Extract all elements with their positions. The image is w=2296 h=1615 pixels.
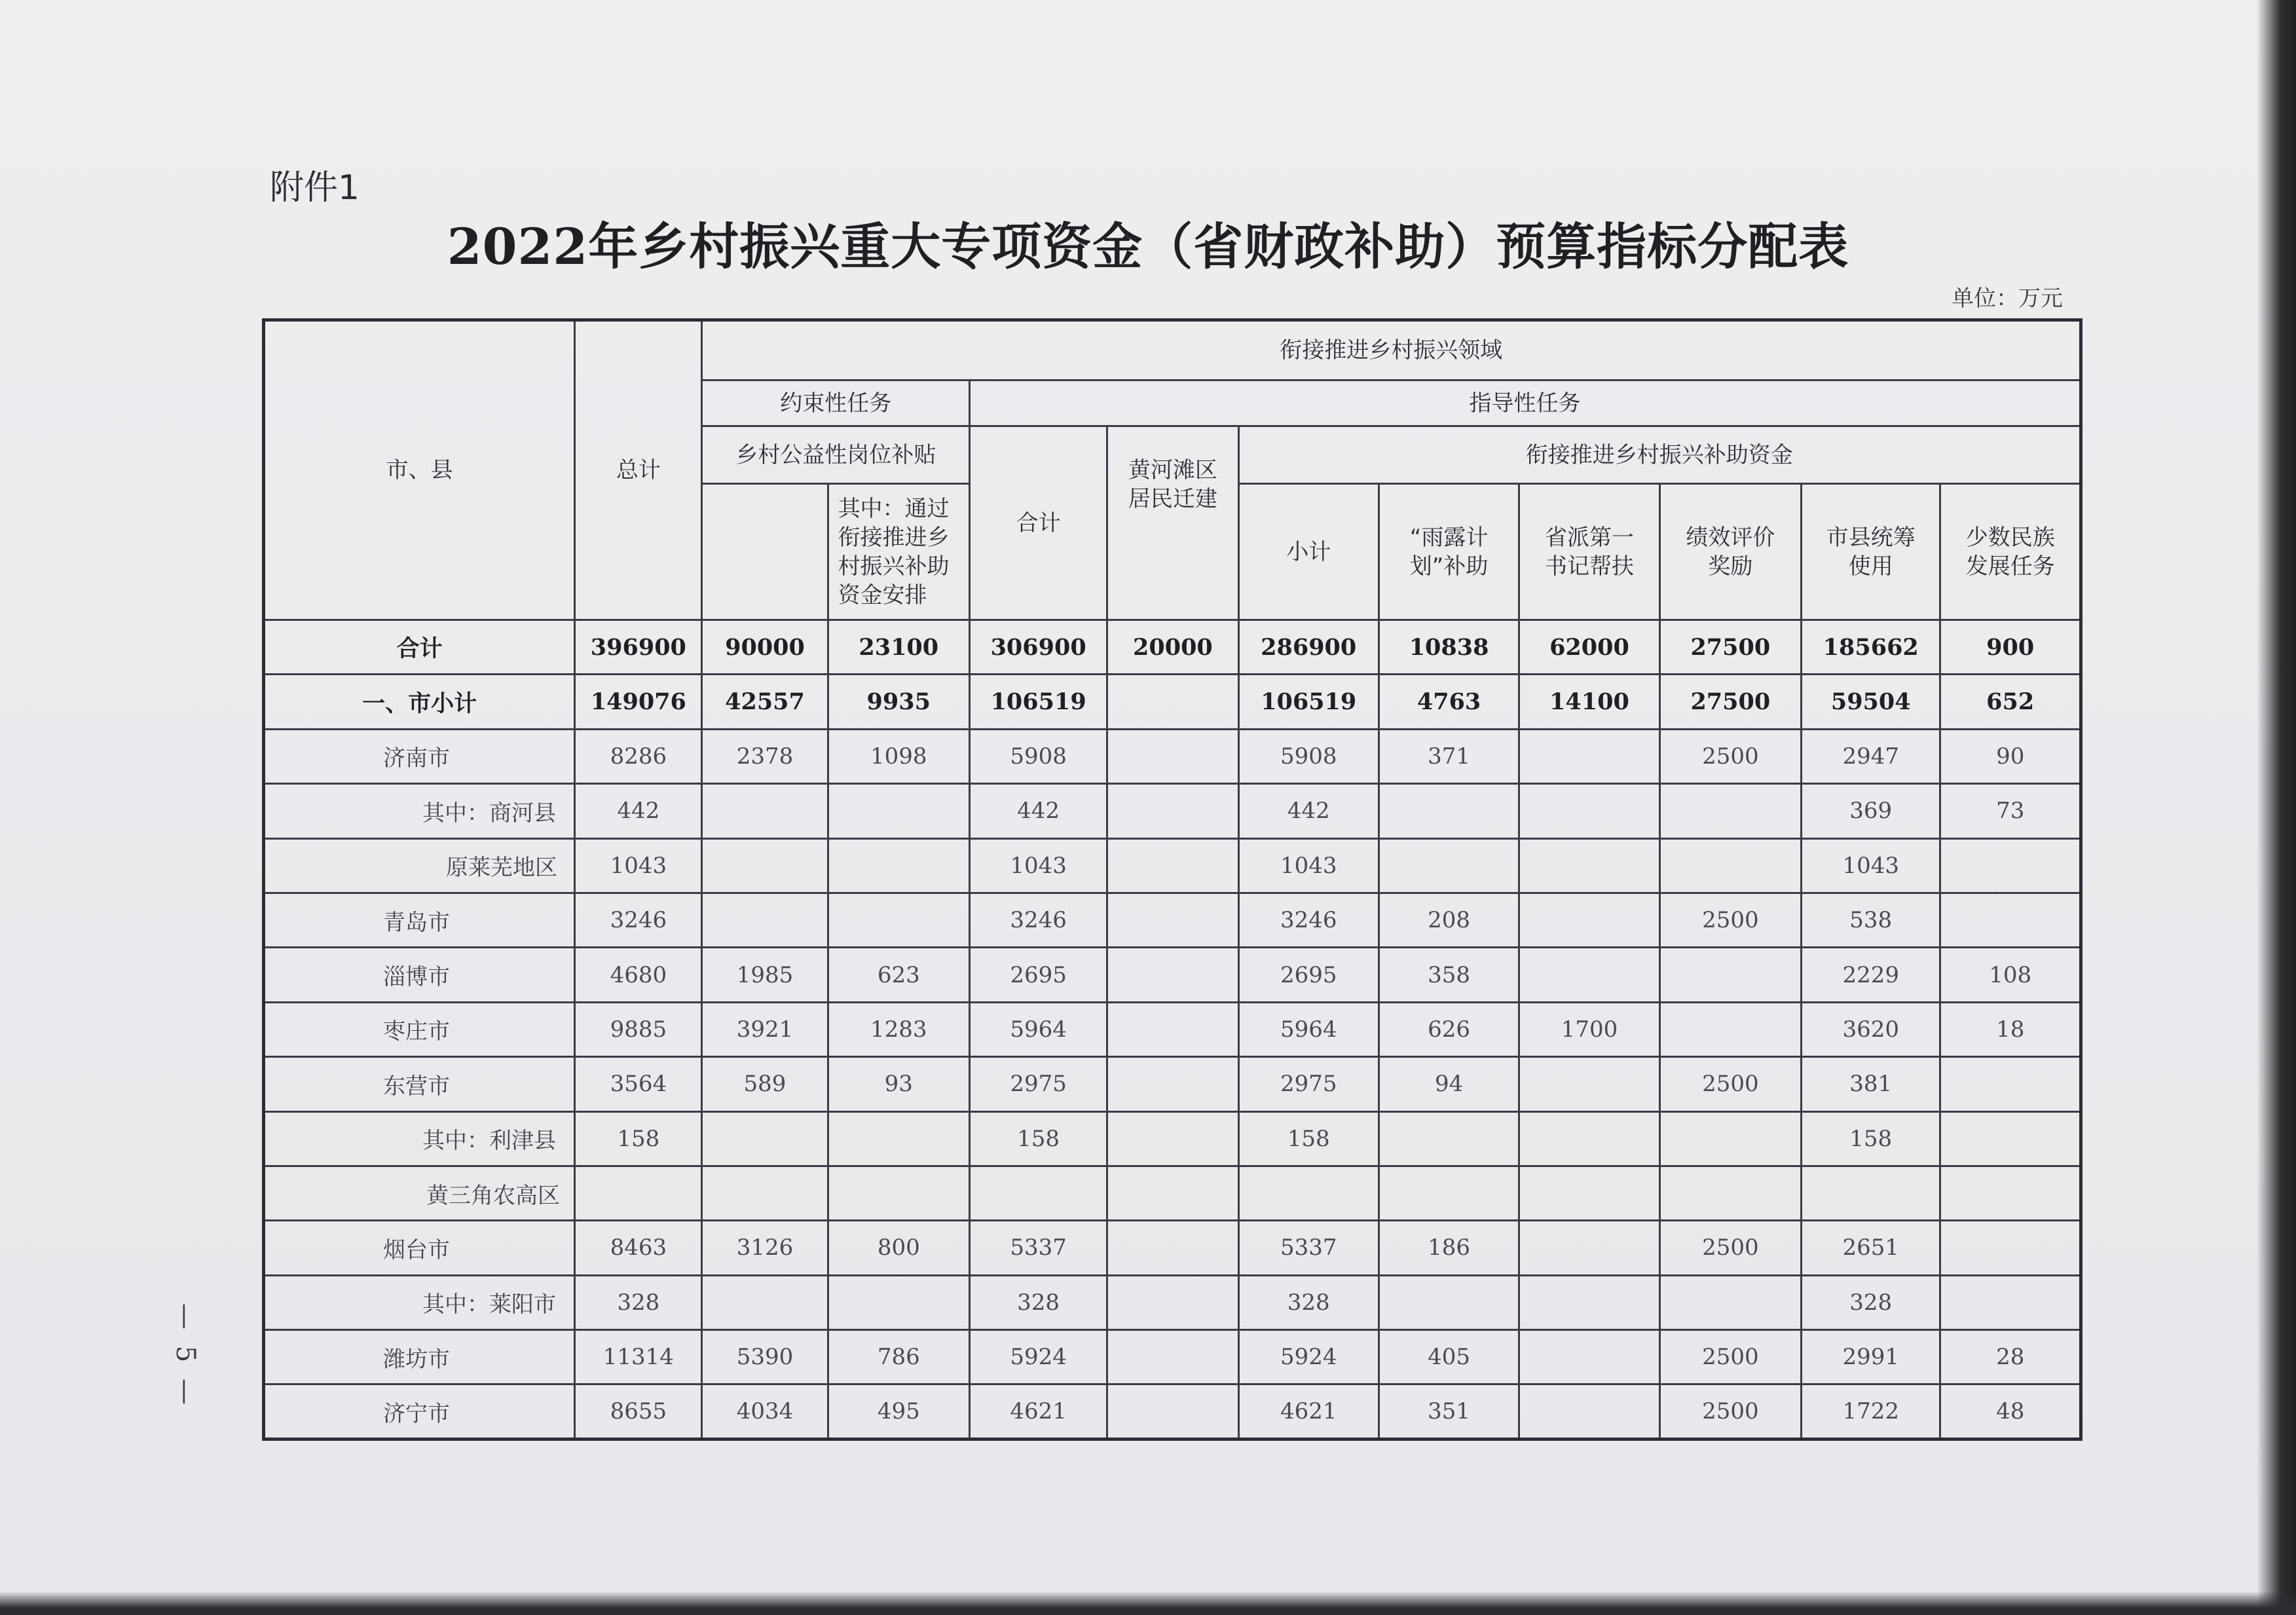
cell: 286900	[1238, 620, 1379, 675]
cell: 149076	[575, 675, 702, 729]
cell: 8286	[575, 729, 702, 783]
header-heji: 合计	[969, 426, 1107, 620]
cell: 4621	[1238, 1384, 1379, 1439]
cell	[1107, 1384, 1238, 1439]
table-row	[264, 675, 2081, 729]
cell: 14100	[1519, 675, 1659, 729]
cell	[828, 893, 969, 947]
cell	[702, 784, 828, 838]
cell: 48	[1940, 1384, 2081, 1439]
cell: 23100	[828, 620, 969, 675]
cell: 3564	[575, 1057, 702, 1111]
cell: 1722	[1802, 1384, 1940, 1439]
cell: 1700	[1519, 1002, 1659, 1056]
cell	[1940, 1057, 2081, 1111]
cell	[1519, 729, 1659, 783]
cell	[1107, 729, 1238, 783]
cell	[702, 1166, 828, 1220]
cell: 3246	[1238, 893, 1379, 947]
cell: 18	[1940, 1002, 2081, 1056]
cell: 5964	[969, 1002, 1107, 1056]
allocation-table	[262, 318, 2083, 1441]
cell: 5337	[969, 1221, 1107, 1275]
cell: 208	[1379, 893, 1519, 947]
header-subsidy-fund: 衔接推进乡村振兴补助资金	[1238, 426, 2081, 484]
cell	[1940, 893, 2081, 947]
cell: 800	[828, 1221, 969, 1275]
header-minority: 少数民族发展任务	[1940, 484, 2081, 620]
cell: 381	[1802, 1057, 1940, 1111]
cell: 2500	[1659, 1057, 1801, 1111]
cell	[1107, 838, 1238, 893]
cell: 3921	[702, 1002, 828, 1056]
cell: 442	[575, 784, 702, 838]
cell	[1107, 1002, 1238, 1056]
header-first-secretary: 省派第一书记帮扶	[1519, 484, 1659, 620]
header-performance: 绩效评价奖励	[1659, 484, 1801, 620]
table-row	[264, 893, 2081, 947]
cell: 328	[1802, 1275, 1940, 1329]
cell	[1802, 1166, 1940, 1220]
cell: 11314	[575, 1330, 702, 1384]
cell	[1519, 1275, 1659, 1329]
cell	[1940, 838, 2081, 893]
attachment-label: 附件1	[270, 168, 360, 208]
cell: 2500	[1659, 729, 1801, 783]
cell: 158	[969, 1111, 1107, 1166]
cell	[1519, 893, 1659, 947]
scan-shadow-bottom	[0, 1591, 2296, 1615]
cell: 495	[828, 1384, 969, 1439]
cell	[1107, 893, 1238, 947]
table-row	[264, 1330, 2081, 1384]
cell: 62000	[1519, 620, 1659, 675]
cell	[828, 1111, 969, 1166]
row-name: 原莱芜地区	[264, 838, 575, 893]
cell: 2695	[969, 948, 1107, 1002]
cell	[828, 838, 969, 893]
cell: 106519	[969, 675, 1107, 729]
cell	[1659, 1111, 1801, 1166]
table-row	[264, 729, 2081, 783]
table-row	[264, 1275, 2081, 1329]
cell	[1659, 948, 1801, 1002]
cell	[1519, 1330, 1659, 1384]
cell: 2947	[1802, 729, 1940, 783]
cell: 442	[969, 784, 1107, 838]
table-row	[264, 948, 2081, 1002]
row-name: 烟台市	[264, 1221, 575, 1275]
cell: 8463	[575, 1221, 702, 1275]
cell	[1107, 1275, 1238, 1329]
cell: 358	[1379, 948, 1519, 1002]
cell	[1519, 838, 1659, 893]
cell: 3246	[575, 893, 702, 947]
header-yulu: “雨露计划”补助	[1379, 484, 1519, 620]
cell: 90	[1940, 729, 2081, 783]
cell: 42557	[702, 675, 828, 729]
cell: 108	[1940, 948, 2081, 1002]
header-subtotal: 小计	[1238, 484, 1379, 620]
cell: 328	[575, 1275, 702, 1329]
header-city-county: 市县统筹使用	[1802, 484, 1940, 620]
row-name: 东营市	[264, 1057, 575, 1111]
header-binding-tasks: 约束性任务	[702, 381, 970, 426]
cell: 5924	[969, 1330, 1107, 1384]
cell: 158	[575, 1111, 702, 1166]
cell	[1940, 1275, 2081, 1329]
cell: 1283	[828, 1002, 969, 1056]
header-public-post-sub: 其中：通过衔接推进乡村振兴补助资金安排	[828, 484, 969, 620]
cell: 5924	[1238, 1330, 1379, 1384]
cell: 8655	[575, 1384, 702, 1439]
cell: 4763	[1379, 675, 1519, 729]
table-row	[264, 1002, 2081, 1056]
header-region: 市、县	[264, 320, 575, 620]
row-name: 青岛市	[264, 893, 575, 947]
cell: 158	[1238, 1111, 1379, 1166]
cell	[702, 1275, 828, 1329]
cell: 626	[1379, 1002, 1519, 1056]
row-name: 其中：商河县	[264, 784, 575, 838]
cell: 2500	[1659, 1384, 1801, 1439]
cell: 158	[1802, 1111, 1940, 1166]
cell: 351	[1379, 1384, 1519, 1439]
page-number: — 5 —	[170, 1303, 200, 1409]
cell: 306900	[969, 620, 1107, 675]
cell: 442	[1238, 784, 1379, 838]
header-public-post-subsidy: 乡村公益性岗位补贴	[702, 426, 970, 484]
cell: 396900	[575, 620, 702, 675]
cell: 9935	[828, 675, 969, 729]
row-name: 枣庄市	[264, 1002, 575, 1056]
cell	[1519, 784, 1659, 838]
cell	[1107, 1166, 1238, 1220]
cell	[702, 893, 828, 947]
cell: 4621	[969, 1384, 1107, 1439]
cell: 652	[1940, 675, 2081, 729]
cell: 3620	[1802, 1002, 1940, 1056]
cell: 4680	[575, 948, 702, 1002]
cell: 5390	[702, 1330, 828, 1384]
cell: 4034	[702, 1384, 828, 1439]
cell	[1379, 784, 1519, 838]
cell	[1940, 1221, 2081, 1275]
cell: 3246	[969, 893, 1107, 947]
row-name: 合计	[264, 620, 575, 675]
cell: 90000	[702, 620, 828, 675]
cell: 900	[1940, 620, 2081, 675]
cell	[828, 1275, 969, 1329]
cell	[1519, 1384, 1659, 1439]
cell: 1098	[828, 729, 969, 783]
table-row	[264, 1166, 2081, 1220]
row-name: 一、市小计	[264, 675, 575, 729]
cell: 369	[1802, 784, 1940, 838]
cell	[575, 1166, 702, 1220]
cell: 405	[1379, 1330, 1519, 1384]
cell	[1659, 1002, 1801, 1056]
cell: 1043	[575, 838, 702, 893]
cell: 27500	[1659, 675, 1801, 729]
cell: 28	[1940, 1330, 2081, 1384]
cell	[1659, 838, 1801, 893]
row-name: 淄博市	[264, 948, 575, 1002]
cell: 93	[828, 1057, 969, 1111]
cell	[702, 1111, 828, 1166]
table-row	[264, 838, 2081, 893]
cell: 1043	[1238, 838, 1379, 893]
header-domain: 衔接推进乡村振兴领域	[702, 320, 2081, 381]
unit-label: 单位：万元	[1952, 286, 2063, 312]
cell: 2500	[1659, 893, 1801, 947]
header-total: 总计	[575, 320, 702, 620]
cell	[1519, 1221, 1659, 1275]
cell: 2991	[1802, 1330, 1940, 1384]
cell	[1519, 1166, 1659, 1220]
cell	[1107, 1221, 1238, 1275]
cell: 9885	[575, 1002, 702, 1056]
cell	[1519, 948, 1659, 1002]
cell	[1379, 1275, 1519, 1329]
cell: 94	[1379, 1057, 1519, 1111]
table-row	[264, 1057, 2081, 1111]
cell	[1940, 1166, 2081, 1220]
cell: 5337	[1238, 1221, 1379, 1275]
cell	[1659, 1166, 1801, 1220]
cell: 538	[1802, 893, 1940, 947]
table-row	[264, 620, 2081, 675]
cell: 185662	[1802, 620, 1940, 675]
cell: 2975	[969, 1057, 1107, 1111]
cell: 328	[969, 1275, 1107, 1329]
cell: 5964	[1238, 1002, 1379, 1056]
header-public-post-blank	[702, 484, 828, 620]
cell: 2695	[1238, 948, 1379, 1002]
cell	[1519, 1111, 1659, 1166]
header-yellow-river: 黄河滩区居民迁建	[1107, 426, 1238, 620]
cell	[1659, 1275, 1801, 1329]
cell: 27500	[1659, 620, 1801, 675]
cell	[1107, 1057, 1238, 1111]
cell	[1107, 784, 1238, 838]
row-name: 其中：利津县	[264, 1111, 575, 1166]
row-name: 潍坊市	[264, 1330, 575, 1384]
cell: 1043	[1802, 838, 1940, 893]
cell: 59504	[1802, 675, 1940, 729]
row-name: 济宁市	[264, 1384, 575, 1439]
cell	[1940, 1111, 2081, 1166]
cell: 20000	[1107, 620, 1238, 675]
row-name: 其中：莱阳市	[264, 1275, 575, 1329]
cell: 5908	[1238, 729, 1379, 783]
cell	[828, 784, 969, 838]
cell: 3126	[702, 1221, 828, 1275]
cell	[1238, 1166, 1379, 1220]
cell	[1107, 675, 1238, 729]
row-name: 济南市	[264, 729, 575, 783]
cell	[1519, 1057, 1659, 1111]
cell: 371	[1379, 729, 1519, 783]
cell	[1379, 1166, 1519, 1220]
cell: 1985	[702, 948, 828, 1002]
cell	[828, 1166, 969, 1220]
cell: 2378	[702, 729, 828, 783]
cell: 10838	[1379, 620, 1519, 675]
table-row	[264, 1384, 2081, 1439]
cell	[702, 838, 828, 893]
cell: 73	[1940, 784, 2081, 838]
cell: 589	[702, 1057, 828, 1111]
table-row	[264, 784, 2081, 838]
cell	[969, 1166, 1107, 1220]
cell: 2229	[1802, 948, 1940, 1002]
cell: 786	[828, 1330, 969, 1384]
cell	[1107, 1111, 1238, 1166]
cell: 328	[1238, 1275, 1379, 1329]
cell	[1379, 1111, 1519, 1166]
cell: 1043	[969, 838, 1107, 893]
table-row	[264, 1111, 2081, 1166]
cell: 106519	[1238, 675, 1379, 729]
cell	[1379, 838, 1519, 893]
cell: 623	[828, 948, 969, 1002]
page-title: 2022年乡村振兴重大专项资金（省财政补助）预算指标分配表	[447, 217, 1849, 276]
row-name: 黄三角农高区	[264, 1166, 575, 1220]
cell: 186	[1379, 1221, 1519, 1275]
header-guiding-tasks: 指导性任务	[969, 381, 2081, 426]
cell: 5908	[969, 729, 1107, 783]
cell: 2975	[1238, 1057, 1379, 1111]
cell: 2651	[1802, 1221, 1940, 1275]
cell	[1107, 948, 1238, 1002]
cell	[1107, 1330, 1238, 1384]
cell: 2500	[1659, 1330, 1801, 1384]
table-row	[264, 1221, 2081, 1275]
cell: 2500	[1659, 1221, 1801, 1275]
cell	[1659, 784, 1801, 838]
